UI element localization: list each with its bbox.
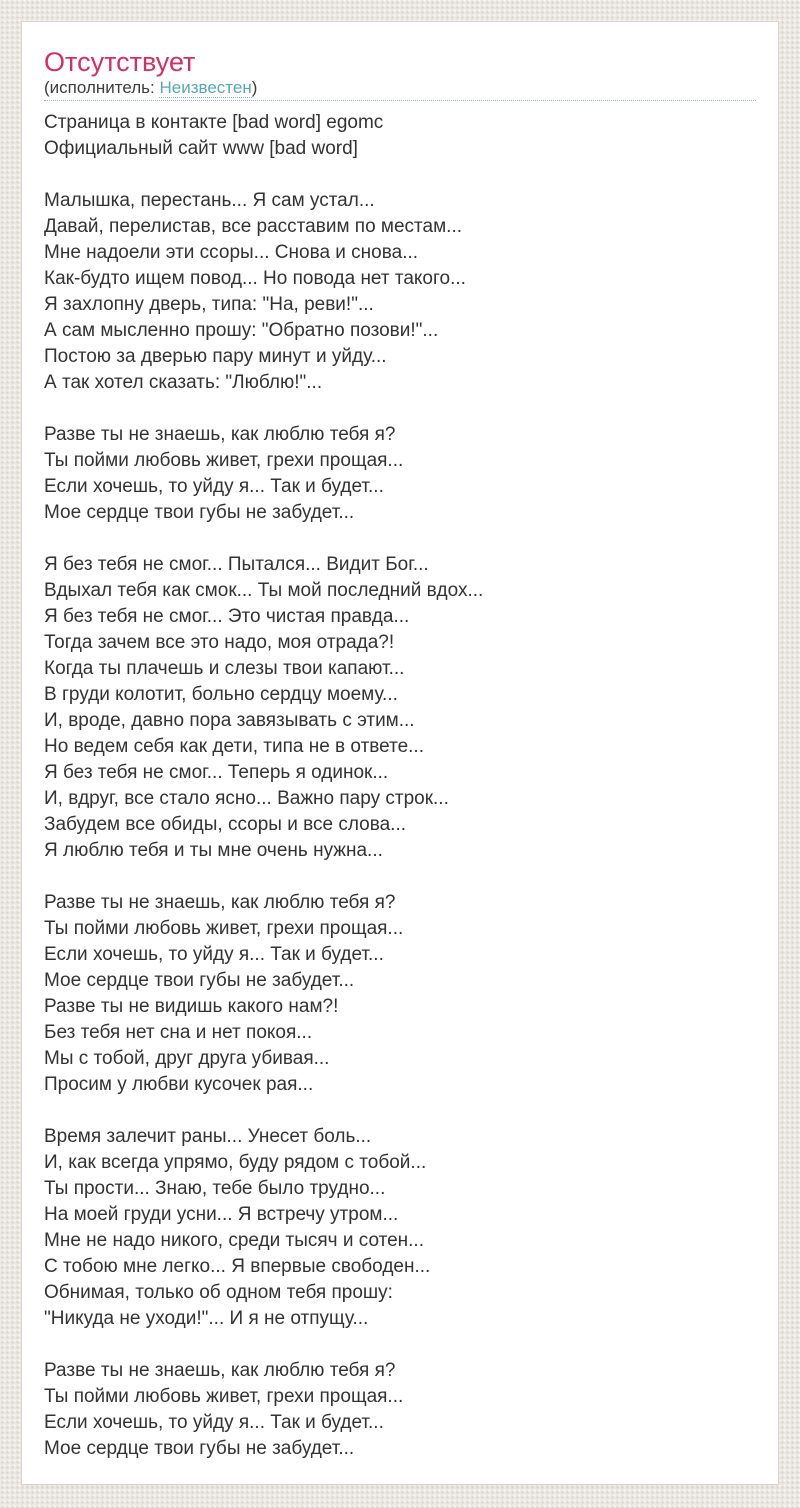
- lyrics-stanza: [44, 188, 756, 396]
- artist-label: (исполнитель:: [44, 78, 155, 97]
- lyrics-line: А сам мысленно прошу: "Обратно позови!"...: [44, 320, 439, 341]
- lyrics-line: Я без тебя не смог... Теперь я одинок...: [44, 762, 389, 783]
- lyrics-line: Ты прости... Знаю, тебе было трудно...: [44, 1178, 386, 1199]
- lyrics-stanza: [44, 1124, 756, 1332]
- lyrics-line: Я без тебя не смог... Пытался... Видит Бог...: [44, 554, 429, 575]
- lyrics-line: Если хочешь, то уйду я... Так и будет...: [44, 476, 384, 497]
- artist-label-suffix: ): [251, 78, 258, 97]
- lyrics-line: Разве ты не знаешь, как люблю тебя я?: [44, 424, 396, 445]
- lyrics-line: Мое сердце твои губы не забудет...: [44, 1438, 355, 1459]
- lyrics-line: Мое сердце твои губы не забудет...: [44, 970, 355, 991]
- page-title: Отсутствует: [44, 47, 196, 77]
- lyrics-line: Тогда зачем все это надо, моя отрада?!: [44, 632, 395, 653]
- lyrics-stanza: [44, 552, 756, 864]
- lyrics-stanza: [44, 110, 756, 162]
- lyrics-stanza: [44, 422, 756, 526]
- lyrics-line: Малышка, перестань... Я сам устал...: [44, 190, 375, 211]
- lyrics-line: Ты пойми любовь живет, грехи прощая...: [44, 1386, 404, 1407]
- lyrics-stanza: [44, 890, 756, 1098]
- lyrics-line: А так хотел сказать: "Люблю!"...: [44, 372, 323, 393]
- lyrics-card: [21, 21, 779, 1485]
- lyrics-line: Время залечит раны... Унесет боль...: [44, 1126, 372, 1147]
- lyrics-line: Мне надоели эти ссоры... Снова и снова...: [44, 242, 419, 263]
- lyrics-line: Разве ты не видишь какого нам?!: [44, 996, 339, 1017]
- lyrics-stanza: [44, 1358, 756, 1462]
- lyrics-line: И, вроде, давно пора завязывать с этим...: [44, 710, 415, 731]
- lyrics-line: Мы с тобой, друг друга убивая...: [44, 1048, 330, 1069]
- lyrics-line: Забудем все обиды, ссоры и все слова...: [44, 814, 407, 835]
- lyrics-line: И, вдруг, все стало ясно... Важно пару строк...: [44, 788, 449, 809]
- lyrics-line: Я без тебя не смог... Это чистая правда...: [44, 606, 410, 627]
- lyrics-line: Без тебя нет сна и нет покоя...: [44, 1022, 313, 1043]
- lyrics-line: Если хочешь, то уйду я... Так и будет...: [44, 1412, 384, 1433]
- lyrics-line: И, как всегда упрямо, буду рядом с тобой...: [44, 1152, 427, 1173]
- lyrics-line: Разве ты не знаешь, как люблю тебя я?: [44, 892, 396, 913]
- lyrics-line: Обнимая, только об одном тебя прошу:: [44, 1282, 393, 1303]
- lyrics-line: Просим у любви кусочек рая...: [44, 1074, 314, 1095]
- lyrics-line: Когда ты плачешь и слезы твои капают...: [44, 658, 405, 679]
- lyrics-line: Давай, перелистав, все расставим по местам...: [44, 216, 462, 237]
- lyrics-line: Я захлопну дверь, типа: "На, реви!"...: [44, 294, 374, 315]
- lyrics-text: [44, 110, 756, 1462]
- lyrics-line: Но ведем себя как дети, типа не в ответе...: [44, 736, 424, 757]
- lyrics-line: На моей груди усни... Я встречу утром...: [44, 1204, 399, 1225]
- lyrics-line: Страница в контакте [bad word] egomc: [44, 112, 384, 133]
- lyrics-line: Вдыхал тебя как смок... Ты мой последний вдох...: [44, 580, 484, 601]
- lyrics-line: Я люблю тебя и ты мне очень нужна...: [44, 840, 383, 861]
- lyrics-line: Разве ты не знаешь, как люблю тебя я?: [44, 1360, 396, 1381]
- lyrics-line: В груди колотит, больно сердцу моему...: [44, 684, 398, 705]
- lyrics-line: Постою за дверью пару минут и уйду...: [44, 346, 387, 367]
- lyrics-line: С тобою мне легко... Я впервые свободен...: [44, 1256, 431, 1277]
- artist-line: [44, 78, 756, 101]
- artist-link[interactable]: Неизвестен: [159, 78, 252, 97]
- lyrics-line: Официальный сайт www [bad word]: [44, 138, 358, 159]
- lyrics-line: Ты пойми любовь живет, грехи прощая...: [44, 918, 404, 939]
- lyrics-line: Мне не надо никого, среди тысяч и сотен...: [44, 1230, 424, 1251]
- lyrics-line: Мое сердце твои губы не забудет...: [44, 502, 355, 523]
- lyrics-line: Ты пойми любовь живет, грехи прощая...: [44, 450, 404, 471]
- lyrics-line: "Никуда не уходи!"... И я не отпущу...: [44, 1308, 369, 1329]
- lyrics-line: Если хочешь, то уйду я... Так и будет...: [44, 944, 384, 965]
- lyrics-line: Как-будто ищем повод... Но повода нет такого...: [44, 268, 466, 289]
